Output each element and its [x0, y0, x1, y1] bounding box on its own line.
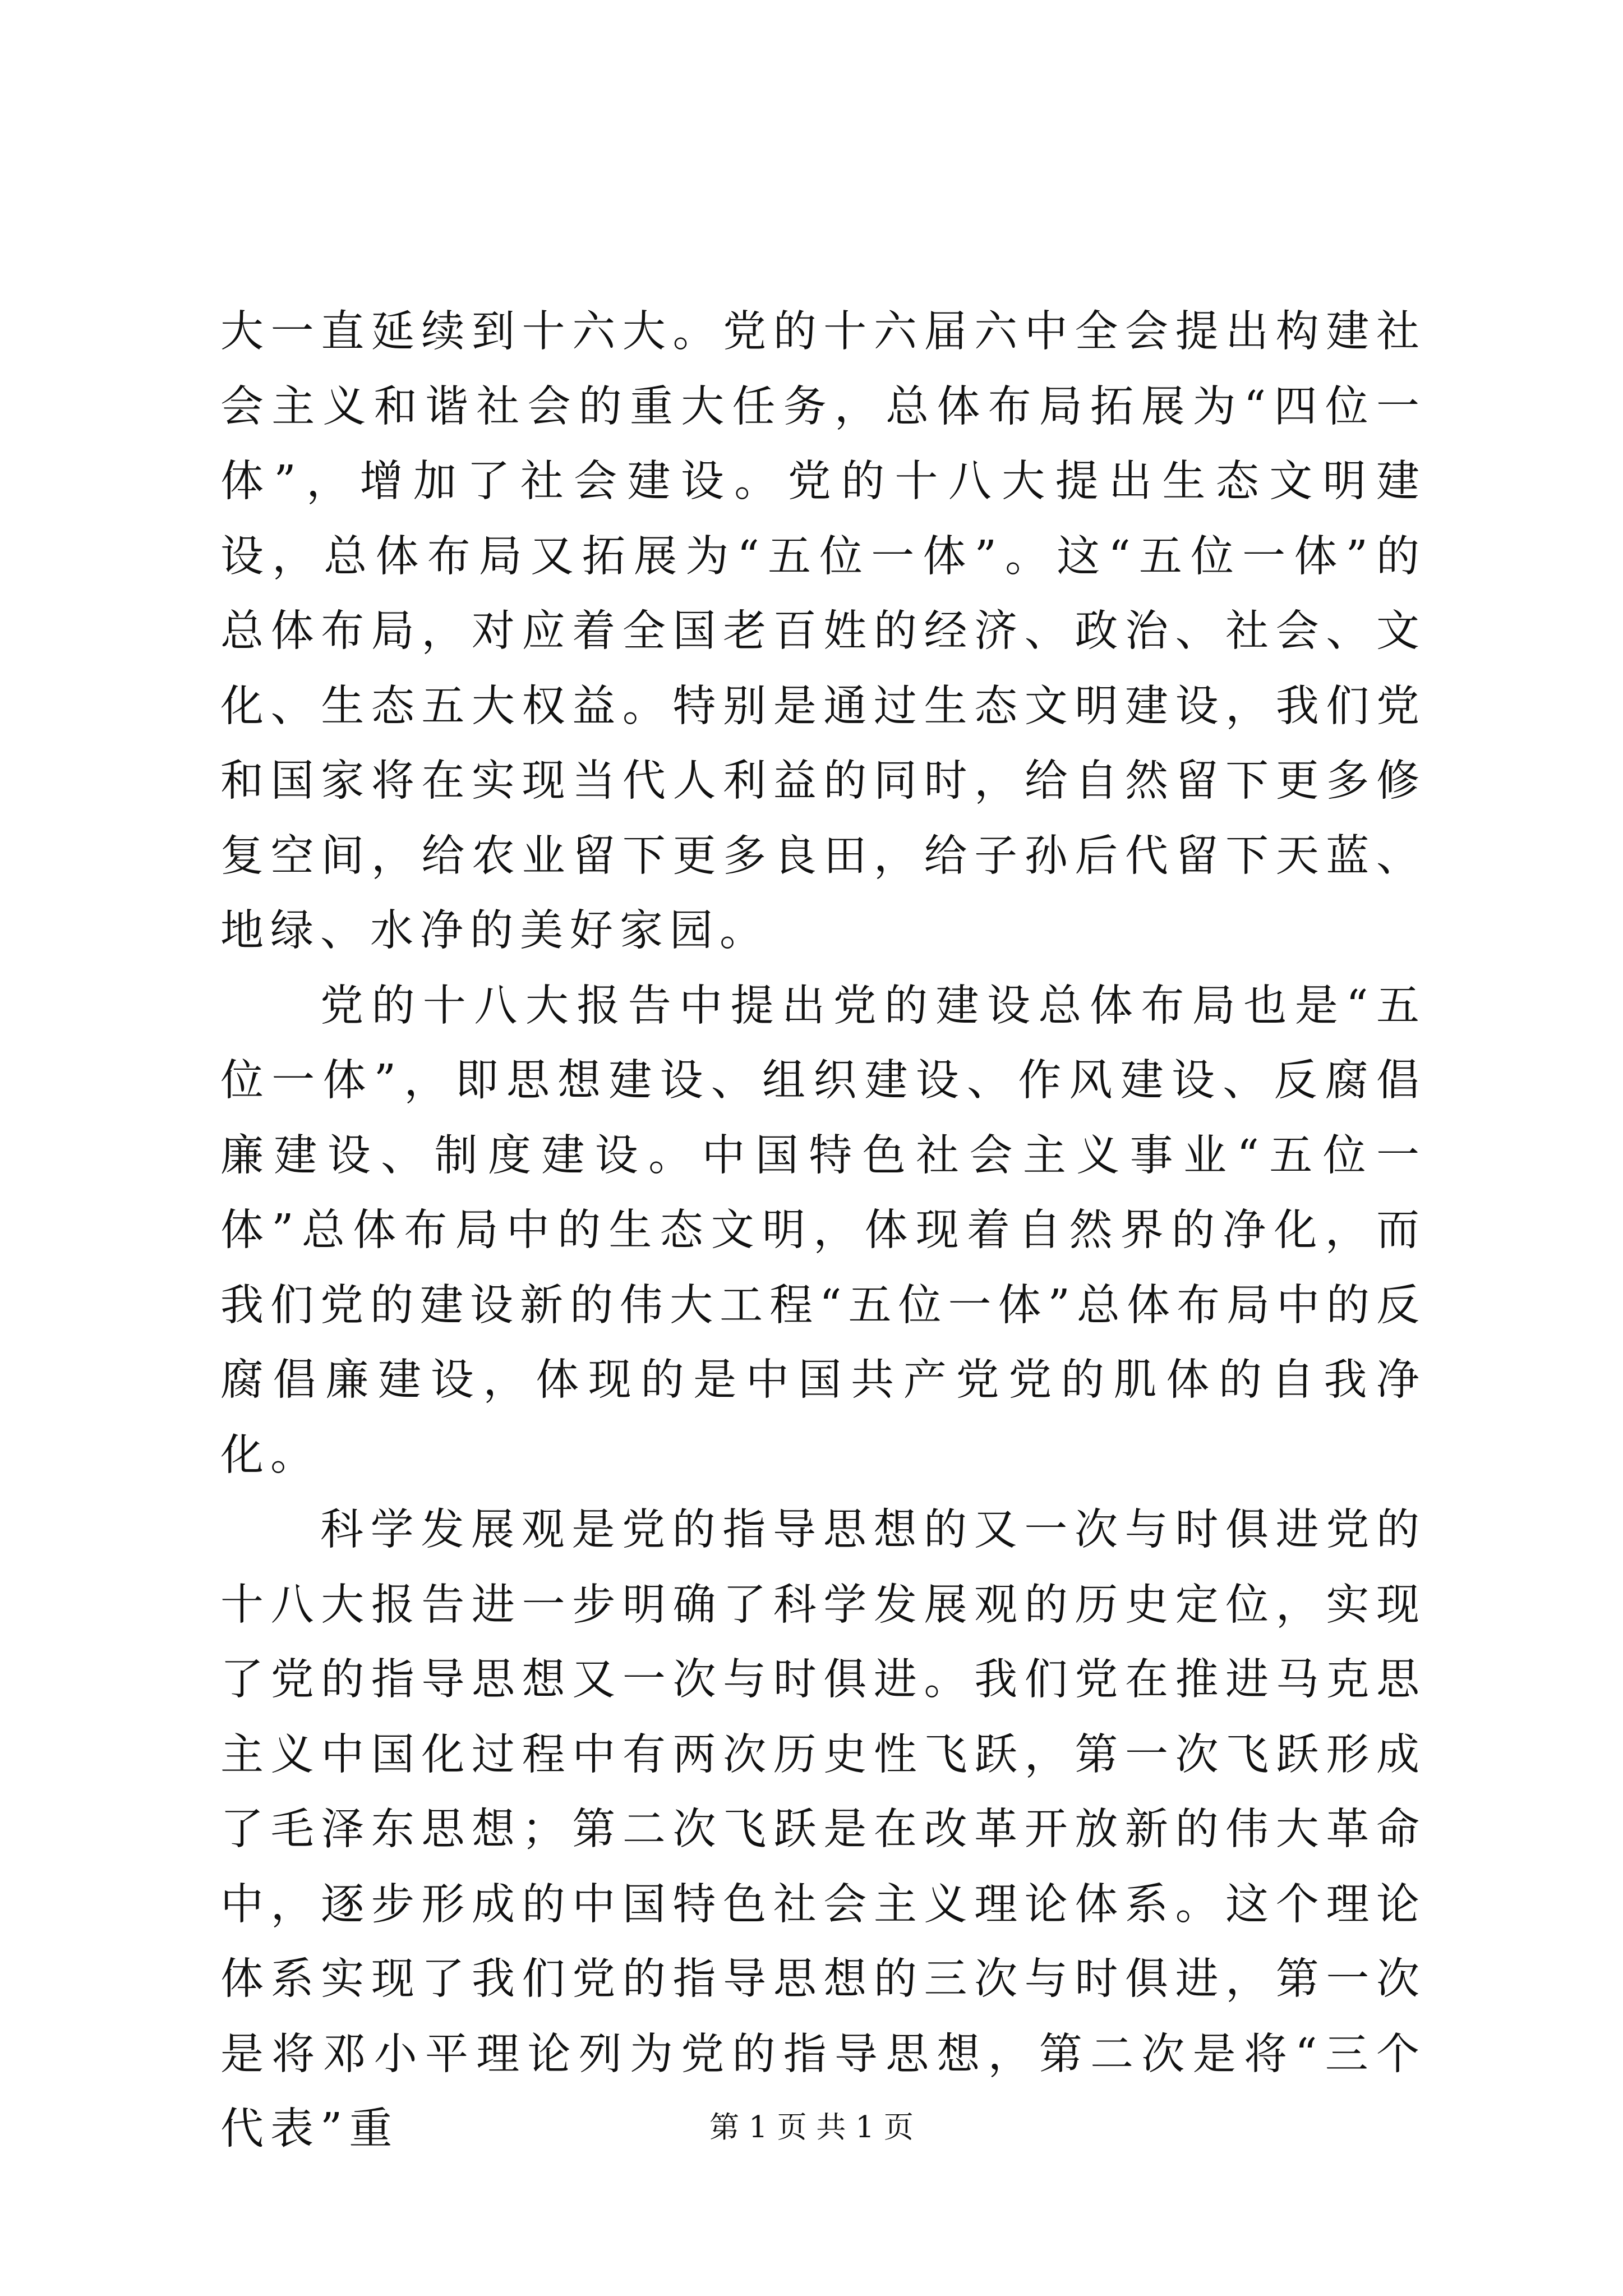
paragraph-3: 科学发展观是党的指导思想的又一次与时俱进党的十八大报告进一步明确了科学发展观的历史定位，实现了党的指导思想又一次与时俱进。我们党在推进马克思主义中国化过程中有两次历史性飞跃，第一次飞跃形成了毛泽东思想；第二次飞跃是在改革开放新的伟大革命中，逐步形成的中国特色社会主义理论体系。这个理论体系实现了我们党的指导思想的三次与时俱进，第一次是将邓小平理论列为党的指导思想，第二次是将“三个代表”重 — [220, 1505, 1426, 2154]
document-body — [220, 295, 1426, 2167]
paragraph-1: 大一直延续到十六大。党的十六届六中全会提出构建社会主义和谐社会的重大任务，总体布局拓展为“四位一体”，增加了社会建设。党的十八大提出生态文明建设，总体布局又拓展为“五位一体”。这“五位一体”的总体布局，对应着全国老百姓的经济、政治、社会、文化、生态五大权益。特别是通过生态文明建设，我们党和国家将在实现当代人利益的同时，给自然留下更多修复空间，给农业留下更多良田，给子孙后代留下天蓝、地绿、水净的美好家园。 — [220, 307, 1426, 956]
page-footer: 第 1 页 共 1 页 — [709, 2110, 914, 2145]
paragraph-2: 党的十八大报告中提出党的建设总体布局也是“五位一体”，即思想建设、组织建设、作风建设、反腐倡廉建设、制度建设。中国特色社会主义事业“五位一体”总体布局中的生态文明，体现着自然界的净化，而我们党的建设新的伟大工程“五位一体”总体布局中的反腐倡廉建设，体现的是中国共产党党的肌体的自我净化。 — [220, 981, 1426, 1480]
